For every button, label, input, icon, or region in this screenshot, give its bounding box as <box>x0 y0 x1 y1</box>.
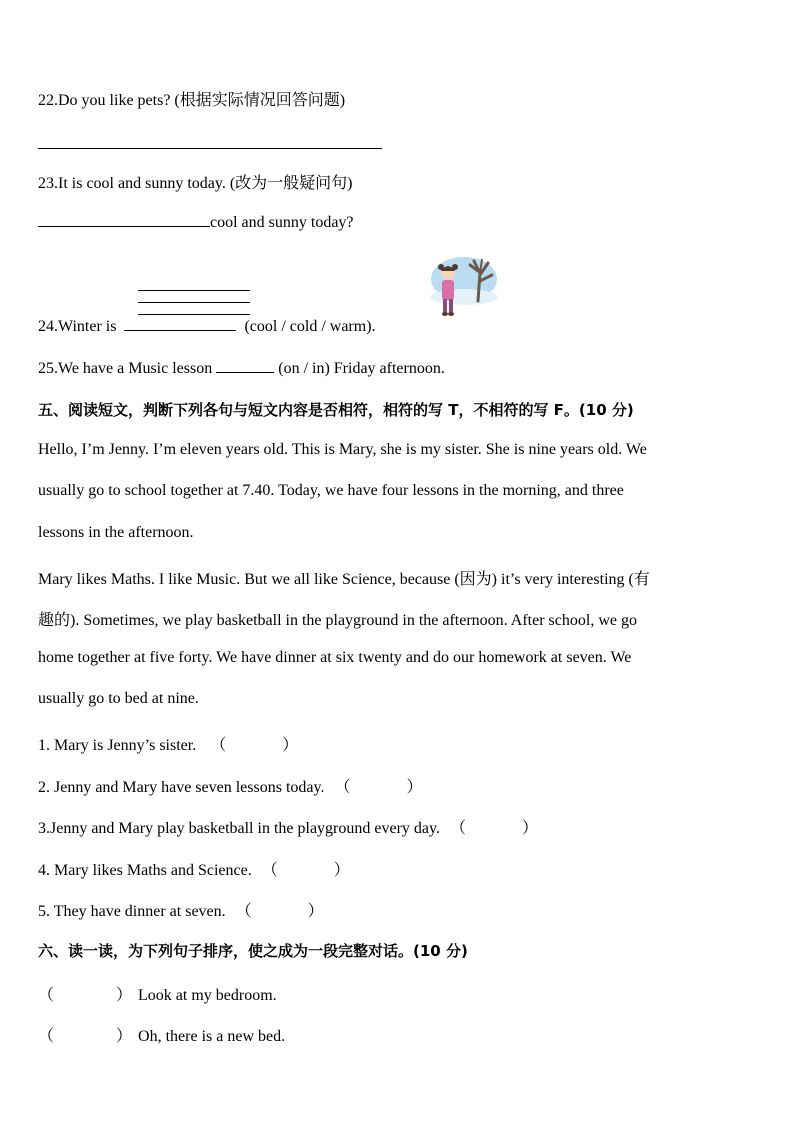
question-25-prefix: 25.We have a Music lesson <box>38 360 213 377</box>
answer-line-24-c[interactable] <box>138 314 250 315</box>
winter-girl-illustration <box>420 253 500 321</box>
question-23-answer-row <box>38 212 354 232</box>
section-5-heading: 五、阅读短文，判断下列各句与短文内容是否相符，相符的写 T，不相符的写 F。(10 分) <box>38 401 634 419</box>
answer-blank-23[interactable] <box>38 212 210 227</box>
ordering-item: （ ） Look at my bedroom. <box>38 987 277 1004</box>
answer-line-22[interactable] <box>38 148 382 149</box>
statement-1: 1. Mary is Jenny’s sister. （ ） <box>38 737 299 754</box>
question-23-answer-suffix: cool and sunny today? <box>210 214 354 231</box>
statement-3: 3.Jenny and Mary play basketball in the playground every day. （ ） <box>38 820 538 837</box>
question-24-prefix: 24.Winter is <box>38 318 117 335</box>
answer-blank-24[interactable] <box>124 316 236 331</box>
statement-2: 2. Jenny and Mary have seven lessons today. （ ） <box>38 779 423 796</box>
passage-line: home together at five forty. We have dinner at six twenty and do our homework at seven. We <box>38 649 632 666</box>
statement-5: 5. They have dinner at seven. （ ） <box>38 903 324 920</box>
passage-line: lessons in the afternoon. <box>38 524 194 541</box>
question-22: 22.Do you like pets? (根据实际情况回答问题) <box>38 92 346 109</box>
passage-line: usually go to school together at 7.40. Today, we have four lessons in the morning, and three <box>38 482 624 499</box>
answer-line-24-a[interactable] <box>138 290 250 291</box>
ordering-item: （ ） Oh, there is a new bed. <box>38 1028 286 1045</box>
question-24-suffix: (cool / cold / warm). <box>244 318 376 335</box>
question-25-suffix: (on / in) Friday afternoon. <box>278 360 445 377</box>
section-6-heading: 六、读一读，为下列句子排序，使之成为一段完整对话。(10 分) <box>38 942 468 960</box>
passage-line: usually go to bed at nine. <box>38 690 199 707</box>
question-24 <box>38 316 376 336</box>
passage-line: Hello, I’m Jenny. I’m eleven years old. This is Mary, she is my sister. She is nine years old. We <box>38 441 647 458</box>
question-23: 23.It is cool and sunny today. (改为一般疑问句) <box>38 175 353 192</box>
question-25 <box>38 358 445 378</box>
answer-line-24-b[interactable] <box>138 302 250 303</box>
passage-line: Mary likes Maths. I like Music. But we all like Science, because (因为) it’s very interesting (有 <box>38 571 650 588</box>
statement-4: 4. Mary likes Maths and Science. （ ） <box>38 862 350 879</box>
passage-line: 趣的). Sometimes, we play basketball in the playground in the afternoon. After school, we go <box>38 612 637 629</box>
answer-blank-25[interactable] <box>216 358 274 373</box>
